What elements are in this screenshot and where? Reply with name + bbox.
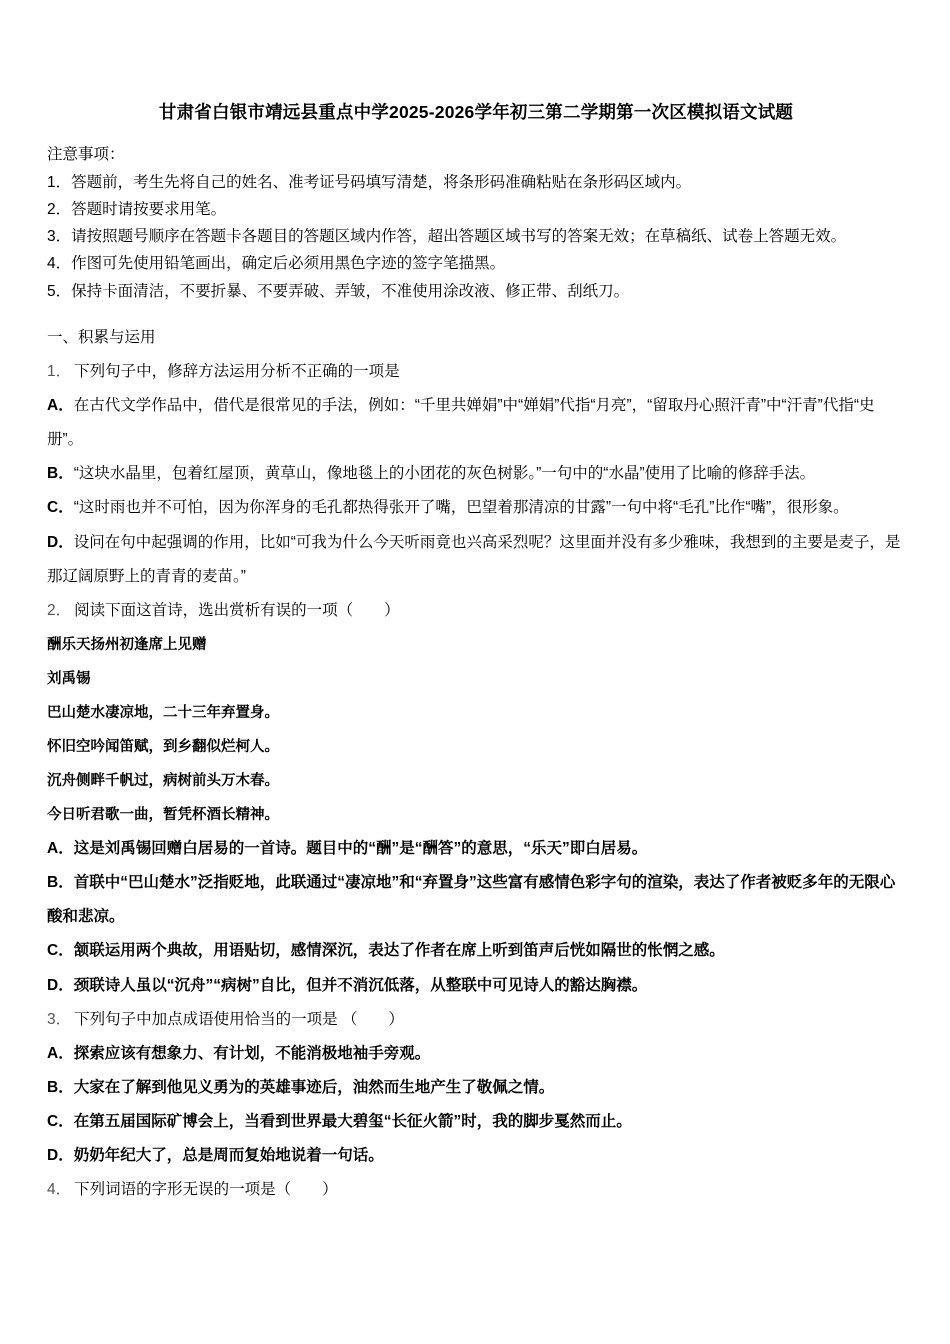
option-c-label: C． xyxy=(47,1112,74,1130)
option-d-text: 设问在句中起强调的作用，比如“可我为什么今天听雨竟也兴高采烈呢？这里面并没有多少雅味，我想到的主要是麦子，是那辽阔原野上的青青的麦苗。” xyxy=(47,533,901,585)
question-1-option-c xyxy=(47,491,905,525)
question-2-option-a xyxy=(47,832,905,866)
option-d-label: D． xyxy=(47,976,74,994)
poem-line-4: 今日听君歌一曲，暂凭杯酒长精神。 xyxy=(47,807,279,824)
notice-item-4: 4．作图可先使用铅笔画出，确定后必须用黑色字迹的签字笔描黑。 xyxy=(47,255,506,273)
notice-section xyxy=(47,141,905,305)
option-a-text: 在古代文学作品中，借代是很常见的手法，例如：“千里共婵娟”中“婵娟”代指“月亮”，“留取丹心照汗青”中“汗青”代指“史册”。 xyxy=(47,397,875,449)
poem-line-2: 怀旧空吟闻笛赋，到乡翻似烂柯人。 xyxy=(47,739,279,755)
question-1-option-a xyxy=(47,389,905,457)
question-3-number: 3． xyxy=(47,1010,72,1028)
option-b-text: “这块水晶里，包着红屋顶，黄草山，像地毯上的小团花的灰色树影。”一句中的“水晶”使用了比喻的修辞手法。 xyxy=(73,465,816,483)
option-d-text: 奶奶年纪大了，总是周而复始地说着一句话。 xyxy=(73,1147,384,1165)
question-2-text: 阅读下面这首诗，选出赏析有误的一项（ ） xyxy=(74,601,400,619)
question-3-option-a xyxy=(47,1037,905,1071)
exam-title: 甘肃省白银市靖远县重点中学2025-2026学年初三第二学期第一次区模拟语文试题 xyxy=(158,102,794,122)
question-2-stem xyxy=(47,594,905,628)
option-a-text: 探索应该有想象力、有计划，不能消极地袖手旁观。 xyxy=(73,1044,431,1062)
question-1-stem xyxy=(47,355,905,389)
question-2-option-c xyxy=(47,934,905,968)
question-4-stem xyxy=(47,1173,905,1207)
question-1-option-d xyxy=(47,526,905,594)
question-4-text: 下列词语的字形无误的一项是（ ） xyxy=(74,1181,338,1199)
option-a-label: A． xyxy=(47,1044,74,1062)
question-3-option-b xyxy=(47,1071,905,1105)
question-2-option-b xyxy=(47,866,905,934)
option-d-label: D． xyxy=(47,533,74,551)
question-3-stem xyxy=(47,1003,905,1037)
option-d-label: D． xyxy=(47,1147,74,1165)
question-4-number: 4． xyxy=(47,1181,72,1199)
notice-item-3: 3．请按照题号顺序在答题卡各题目的答题区域内作答，超出答题区域书写的答案无效；在草稿纸、试卷上答题无效。 xyxy=(47,228,847,246)
option-c-text: “这时雨也并不可怕，因为你浑身的毛孔都热得张开了嘴，巴望着那清凉的甘露”一句中将“毛孔”比作“嘴”，很形象。 xyxy=(73,499,849,517)
question-3-option-c xyxy=(47,1105,905,1139)
option-d-text: 颈联诗人虽以“沉舟”“病树”自比，但并不消沉低落，从整联中可见诗人的豁达胸襟。 xyxy=(73,976,648,994)
option-b-text: 首联中“巴山楚水”泛指贬地，此联通过“凄凉地”和“弃置身”这些富有感情色彩字句的渲染，表达了作者被贬多年的无限心酸和悲凉。 xyxy=(47,874,896,926)
option-c-label: C． xyxy=(47,499,74,517)
question-3-option-d xyxy=(47,1139,905,1173)
poem-title: 酬乐天扬州初逢席上见赠 xyxy=(47,636,207,653)
notice-item-1: 1．答题前，考生先将自己的姓名、准考证号码填写清楚，将条形码准确粘贴在条形码区域内。 xyxy=(47,173,692,191)
option-b-text: 大家在了解到他见义勇为的英雄事迹后，油然而生地产生了敬佩之情。 xyxy=(73,1078,555,1096)
question-1-text: 下列句子中，修辞方法运用分析不正确的一项是 xyxy=(74,363,400,381)
notice-header: 注意事项： xyxy=(47,146,125,164)
poem-line-1: 巴山楚水凄凉地，二十三年弃置身。 xyxy=(47,704,279,721)
option-b-label: B． xyxy=(47,465,74,483)
option-b-label: B． xyxy=(47,874,74,892)
section-1-heading: 一、积累与运用 xyxy=(47,328,156,346)
option-a-label: A． xyxy=(47,840,74,858)
option-a-label: A． xyxy=(47,397,74,415)
question-2-number: 2． xyxy=(47,601,72,619)
poem-author: 刘禹锡 xyxy=(47,670,91,687)
option-b-label: B． xyxy=(47,1078,74,1096)
question-1-number: 1． xyxy=(47,363,72,381)
option-c-text: 颔联运用两个典故，用语贴切，感情深沉，表达了作者在席上听到笛声后恍如隔世的怅惘之感。 xyxy=(73,942,725,960)
notice-item-5: 5．保持卡面清洁，不要折暴、不要弄破、弄皱，不准使用涂改液、修正带、刮纸刀。 xyxy=(47,282,630,300)
option-c-text: 在第五届国际矿博会上，当看到世界最大碧玺“长征火箭”时，我的脚步戛然而止。 xyxy=(73,1112,632,1130)
notice-item-2: 2．答题时请按要求用笔。 xyxy=(47,200,227,218)
poem-line-3: 沉舟侧畔千帆过，病树前头万木春。 xyxy=(47,773,279,790)
question-1-option-b xyxy=(47,457,905,491)
option-a-text: 这是刘禹锡回赠白居易的一首诗。题目中的“酬”是“酬答”的意思，“乐天”即白居易。 xyxy=(73,840,648,858)
question-3-text: 下列句子中加点成语使用恰当的一项是 （ ） xyxy=(74,1010,404,1028)
option-c-label: C． xyxy=(47,942,74,960)
section-spacer xyxy=(47,305,905,321)
question-2-option-d xyxy=(47,969,905,1003)
